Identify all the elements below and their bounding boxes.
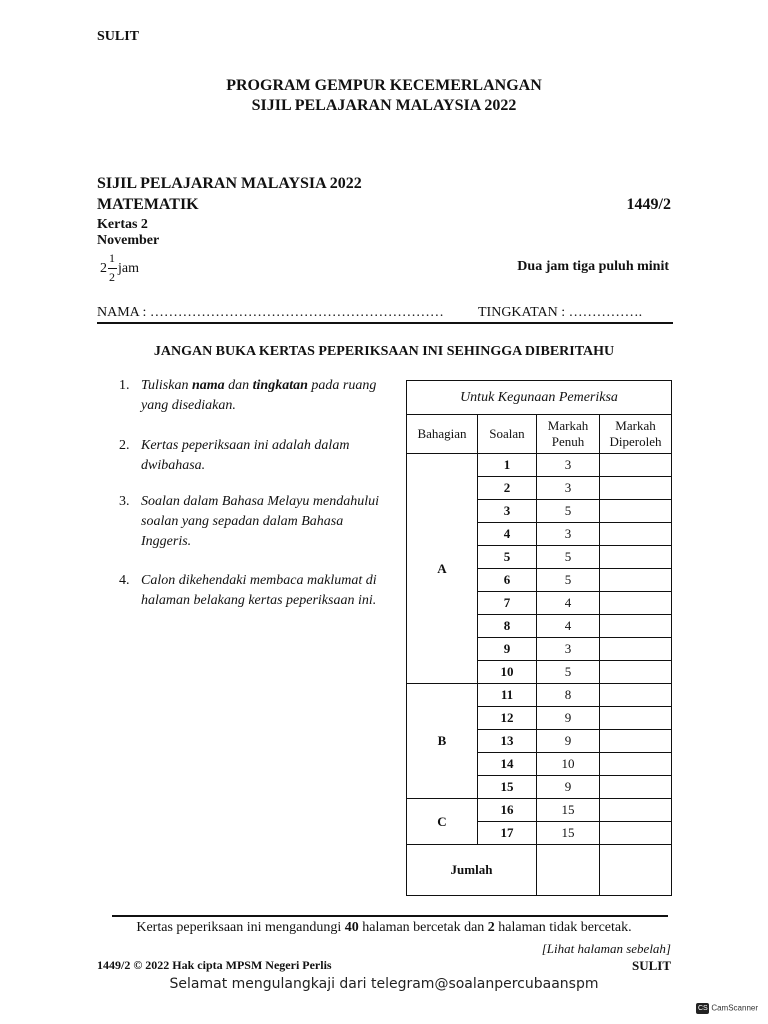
full-marks-cell: 15 (537, 822, 600, 845)
duration-text: Dua jam tiga puluh minit (517, 259, 669, 274)
question-number-cell: 11 (478, 684, 537, 707)
duration-unit: jam (118, 261, 139, 276)
question-number-cell: 13 (478, 730, 537, 753)
question-number-cell: 3 (478, 500, 537, 523)
full-marks-cell: 5 (537, 569, 600, 592)
marks-obtained-cell[interactable] (600, 661, 672, 684)
col-header-soalan: Soalan (478, 415, 537, 454)
total-label: Jumlah (407, 845, 537, 896)
total-obtained-cell[interactable] (600, 845, 672, 896)
marks-obtained-cell[interactable] (600, 799, 672, 822)
header-line: Markah (615, 418, 656, 433)
header-divider (97, 322, 673, 324)
full-marks-cell: 5 (537, 546, 600, 569)
question-number-cell: 6 (478, 569, 537, 592)
fraction-bar (108, 268, 117, 269)
program-title-line1: PROGRAM GEMPUR KECEMERLANGAN (226, 77, 542, 94)
month-label: November (97, 233, 160, 248)
page-note-part: halaman tidak bercetak. (494, 920, 632, 935)
duration-whole: 2 (100, 261, 107, 276)
warning-text: JANGAN BUKA KERTAS PEPERIKSAAN INI SEHINGGA DIBERITAHU (153, 344, 615, 359)
instruction-1 (119, 376, 379, 416)
question-number-cell: 16 (478, 799, 537, 822)
program-title-line2: SIJIL PELAJARAN MALAYSIA 2022 (251, 97, 517, 114)
instruction-text-part: dan (224, 378, 253, 393)
full-marks-cell: 9 (537, 707, 600, 730)
question-number-cell: 8 (478, 615, 537, 638)
table-row (407, 799, 672, 822)
instruction-2 (119, 436, 379, 476)
question-number-cell: 1 (478, 454, 537, 477)
table-row (407, 454, 672, 477)
question-number-cell: 14 (478, 753, 537, 776)
marks-obtained-cell[interactable] (600, 753, 672, 776)
full-marks-cell: 4 (537, 592, 600, 615)
footer-divider (112, 915, 668, 917)
page-note-part: halaman bercetak dan (358, 920, 488, 935)
full-marks-cell: 3 (537, 523, 600, 546)
camscanner-label: CamScanner (711, 1003, 758, 1013)
total-row (407, 845, 672, 896)
camscanner-icon: CS (697, 1005, 708, 1012)
full-marks-cell: 5 (537, 661, 600, 684)
question-number-cell: 10 (478, 661, 537, 684)
col-header-markah-penuh (537, 415, 600, 454)
question-number-cell: 5 (478, 546, 537, 569)
nama-field: NAMA : ……………………………………………………… (97, 305, 444, 320)
sulit-label-bottom: SULIT (631, 958, 671, 973)
instruction-number: 4. (119, 573, 130, 588)
duration-fraction (98, 253, 158, 287)
next-page-note: [Lihat halaman sebelah] (541, 941, 671, 956)
marks-obtained-cell[interactable] (600, 776, 672, 799)
instruction-number: 1. (119, 378, 130, 393)
instruction-number: 3. (119, 494, 130, 509)
instruction-text (141, 376, 379, 416)
total-full-marks-cell (537, 845, 600, 896)
section-cell: B (407, 684, 478, 799)
section-cell: A (407, 454, 478, 684)
marks-obtained-cell[interactable] (600, 707, 672, 730)
camscanner-badge (696, 1003, 758, 1014)
instruction-text-part: Tuliskan (141, 378, 192, 393)
question-number-cell: 15 (478, 776, 537, 799)
full-marks-cell: 8 (537, 684, 600, 707)
question-number-cell: 2 (478, 477, 537, 500)
marks-obtained-cell[interactable] (600, 546, 672, 569)
full-marks-cell: 5 (537, 500, 600, 523)
instruction-text: Soalan dalam Bahasa Melayu mendahului soalan yang sepadan dalam Bahasa Inggeris. (141, 494, 379, 549)
copyright-line: 1449/2 © 2022 Hak cipta MPSM Negeri Perlis (97, 958, 332, 972)
sulit-label-top: SULIT (97, 29, 140, 44)
marks-obtained-cell[interactable] (600, 730, 672, 753)
instruction-bold-nama: nama (191, 378, 225, 393)
telegram-watermark: Selamat mengulangkaji dari telegram@soalanpercubaanspm (169, 976, 599, 992)
question-number-cell: 12 (478, 707, 537, 730)
col-header-bahagian: Bahagian (407, 415, 478, 454)
instruction-text: Kertas peperiksaan ini adalah dalam dwibahasa. (141, 438, 350, 473)
marks-obtained-cell[interactable] (600, 592, 672, 615)
tingkatan-field: TINGKATAN : ……………. (478, 305, 643, 320)
marks-obtained-cell[interactable] (600, 454, 672, 477)
duration-denominator: 2 (109, 270, 115, 284)
question-number-cell: 9 (478, 638, 537, 661)
marks-obtained-cell[interactable] (600, 638, 672, 661)
question-number-cell: 17 (478, 822, 537, 845)
blank-pages-count: 2 (487, 920, 495, 935)
marks-obtained-cell[interactable] (600, 684, 672, 707)
full-marks-cell: 3 (537, 638, 600, 661)
full-marks-cell: 10 (537, 753, 600, 776)
full-marks-cell: 3 (537, 454, 600, 477)
col-header-markah-diperoleh (600, 415, 672, 454)
header-line: Penuh (551, 434, 585, 449)
instruction-bold-tingkatan: tingkatan (252, 378, 308, 393)
full-marks-cell: 3 (537, 477, 600, 500)
paper-code: 1449/2 (626, 196, 671, 213)
table-row (407, 684, 672, 707)
instruction-3 (119, 492, 379, 552)
page-note-part: Kertas peperiksaan ini mengandungi (136, 920, 345, 935)
full-marks-cell: 9 (537, 776, 600, 799)
instruction-number: 2. (119, 438, 130, 453)
header-line: Markah (547, 418, 589, 433)
subject-title: MATEMATIK (97, 196, 199, 213)
question-number-cell: 4 (478, 523, 537, 546)
marks-obtained-cell[interactable] (600, 500, 672, 523)
page-count-note (0, 920, 768, 936)
duration-numerator: 1 (109, 251, 115, 265)
full-marks-cell: 15 (537, 799, 600, 822)
question-number-cell: 7 (478, 592, 537, 615)
marks-obtained-cell[interactable] (600, 477, 672, 500)
header-line: Diperoleh (609, 434, 662, 449)
marks-obtained-cell[interactable] (600, 615, 672, 638)
full-marks-cell: 9 (537, 730, 600, 753)
kertas-label: Kertas 2 (97, 217, 148, 232)
instruction-4 (119, 571, 379, 611)
exam-title: SIJIL PELAJARAN MALAYSIA 2022 (97, 175, 362, 192)
marks-obtained-cell[interactable] (600, 523, 672, 546)
marks-obtained-cell[interactable] (600, 569, 672, 592)
printed-pages-count: 40 (344, 920, 359, 935)
section-cell: C (407, 799, 478, 845)
instruction-text-part: pada ruang yang disediakan. (141, 378, 377, 413)
instruction-text: Calon dikehendaki membaca maklumat di halaman belakang kertas peperiksaan ini. (141, 573, 377, 608)
examiner-score-table (406, 380, 672, 896)
full-marks-cell: 4 (537, 615, 600, 638)
table-caption: Untuk Kegunaan Pemeriksa (407, 381, 672, 415)
marks-obtained-cell[interactable] (600, 822, 672, 845)
